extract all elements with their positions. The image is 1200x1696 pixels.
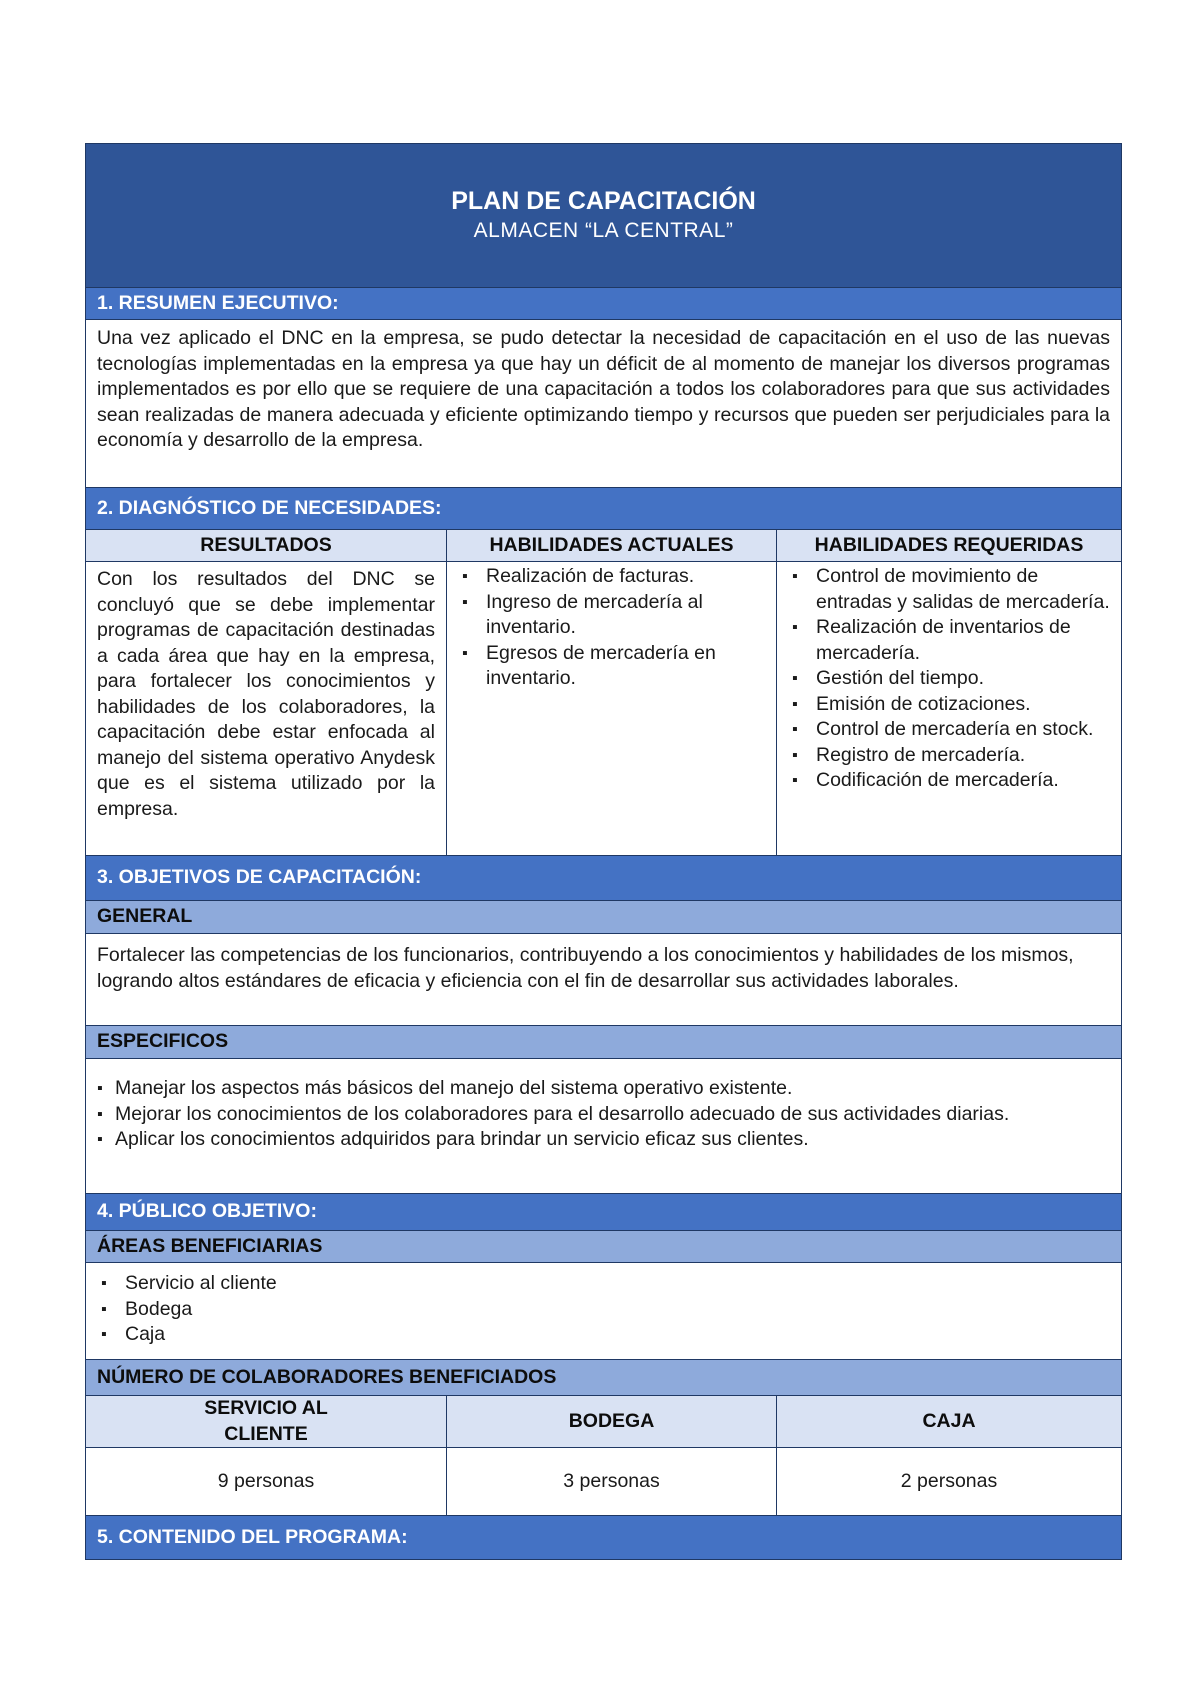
list-item: ▪ Emisión de cotizaciones. xyxy=(788,692,1110,718)
title-banner xyxy=(86,144,1122,288)
col-servicio-label: SERVICIO AL CLIENTE xyxy=(204,1397,328,1445)
section-5-heading: 5. CONTENIDO DEL PROGRAMA: xyxy=(86,1516,1122,1560)
list-item: ▪ Registro de mercadería. xyxy=(788,743,1110,769)
general-objective-text: Fortalecer las competencias de los funcionarios, contribuyendo a los conocimientos y habilidades de los mismos, logrando altos estándares de eficacia y eficiencia con el fin de desarrollar sus actividades laborales. xyxy=(86,934,1122,1026)
list-item: ▪ Caja xyxy=(97,1322,1110,1348)
list-item: ▪ Gestión del tiempo. xyxy=(788,666,1110,692)
section-2-heading: 2. DIAGNÓSTICO DE NECESIDADES: xyxy=(86,488,1122,530)
list-item: ▪ Egresos de mercadería en inventario. xyxy=(458,641,765,692)
servicio-count: 9 personas xyxy=(86,1448,447,1516)
training-plan-table xyxy=(85,143,1122,1560)
col-actuales-header: HABILIDADES ACTUALES xyxy=(447,530,777,562)
areas-list xyxy=(97,1271,1110,1348)
section-3-heading: 3. OBJETIVOS DE CAPACITACIÓN: xyxy=(86,856,1122,901)
col-bodega-header: BODEGA xyxy=(447,1396,777,1448)
section-1-heading: 1. RESUMEN EJECUTIVO: xyxy=(86,288,1122,320)
document-title: PLAN DE CAPACITACIÓN xyxy=(451,187,756,215)
list-item: ▪ Mejorar los conocimientos de los colaboradores para el desarrollo adecuado de sus actividades diarias. xyxy=(97,1102,1110,1128)
list-item: ▪ Control de mercadería en stock. xyxy=(788,717,1110,743)
habilidades-requeridas-cell xyxy=(777,562,1122,856)
list-item: ▪ Realización de facturas. xyxy=(458,564,765,590)
list-item: ▪ Realización de inventarios de mercadería. xyxy=(788,615,1110,666)
list-item: ▪ Ingreso de mercadería al inventario. xyxy=(458,590,765,641)
habilidades-actuales-cell xyxy=(447,562,777,856)
habilidades-actuales-list xyxy=(458,564,765,692)
areas-cell xyxy=(86,1263,1122,1360)
document-subtitle: ALMACEN “LA CENTRAL” xyxy=(473,219,734,242)
habilidades-requeridas-list xyxy=(788,564,1110,794)
areas-label: ÁREAS BENEFICIARIAS xyxy=(86,1231,1122,1263)
list-item: ▪ Aplicar los conocimientos adquiridos para brindar un servicio eficaz sus clientes. xyxy=(97,1127,1110,1153)
list-item: ▪ Manejar los aspectos más básicos del manejo del sistema operativo existente. xyxy=(97,1076,1110,1102)
list-item: ▪ Control de movimiento de entradas y salidas de mercadería. xyxy=(788,564,1110,615)
list-item: ▪ Bodega xyxy=(97,1297,1110,1323)
section-4-heading: 4. PÚBLICO OBJETIVO: xyxy=(86,1194,1122,1231)
list-item: ▪ Codificación de mercadería. xyxy=(788,768,1110,794)
list-item: ▪ Servicio al cliente xyxy=(97,1271,1110,1297)
resultados-text: Con los resultados del DNC se concluyó que se debe implementar programas de capacitación destinadas a cada área que hay en la empresa, para fortalecer los conocimientos y habilidades de los colaboradores, la capacitación debe estar enfocada al manejo del sistema operativo Anydesk que es el sistema utilizado por la empresa. xyxy=(86,562,447,856)
especificos-list xyxy=(97,1076,1110,1153)
col-caja-header: CAJA xyxy=(777,1396,1122,1448)
col-requeridas-header: HABILIDADES REQUERIDAS xyxy=(777,530,1122,562)
numero-label: NÚMERO DE COLABORADORES BENEFICIADOS xyxy=(86,1360,1122,1396)
especificos-cell xyxy=(86,1059,1122,1194)
col-resultados-header: RESULTADOS xyxy=(86,530,447,562)
executive-summary-text: Una vez aplicado el DNC en la empresa, se pudo detectar la necesidad de capacitación en el uso de las nuevas tecnologías implementadas en la empresa ya que hay un déficit de al momento de manejar los diversos programas implementados es por ello que se requiere de una capacitación a todos los colaboradores para que sus actividades sean realizadas de manera adecuada y eficiente optimizando tiempo y recursos que pueden ser perjudiciales para la economía y desarrollo de la empresa. xyxy=(86,320,1122,488)
general-label: GENERAL xyxy=(86,901,1122,934)
especificos-label: ESPECIFICOS xyxy=(86,1026,1122,1059)
col-servicio-header xyxy=(86,1396,447,1448)
caja-count: 2 personas xyxy=(777,1448,1122,1516)
bodega-count: 3 personas xyxy=(447,1448,777,1516)
